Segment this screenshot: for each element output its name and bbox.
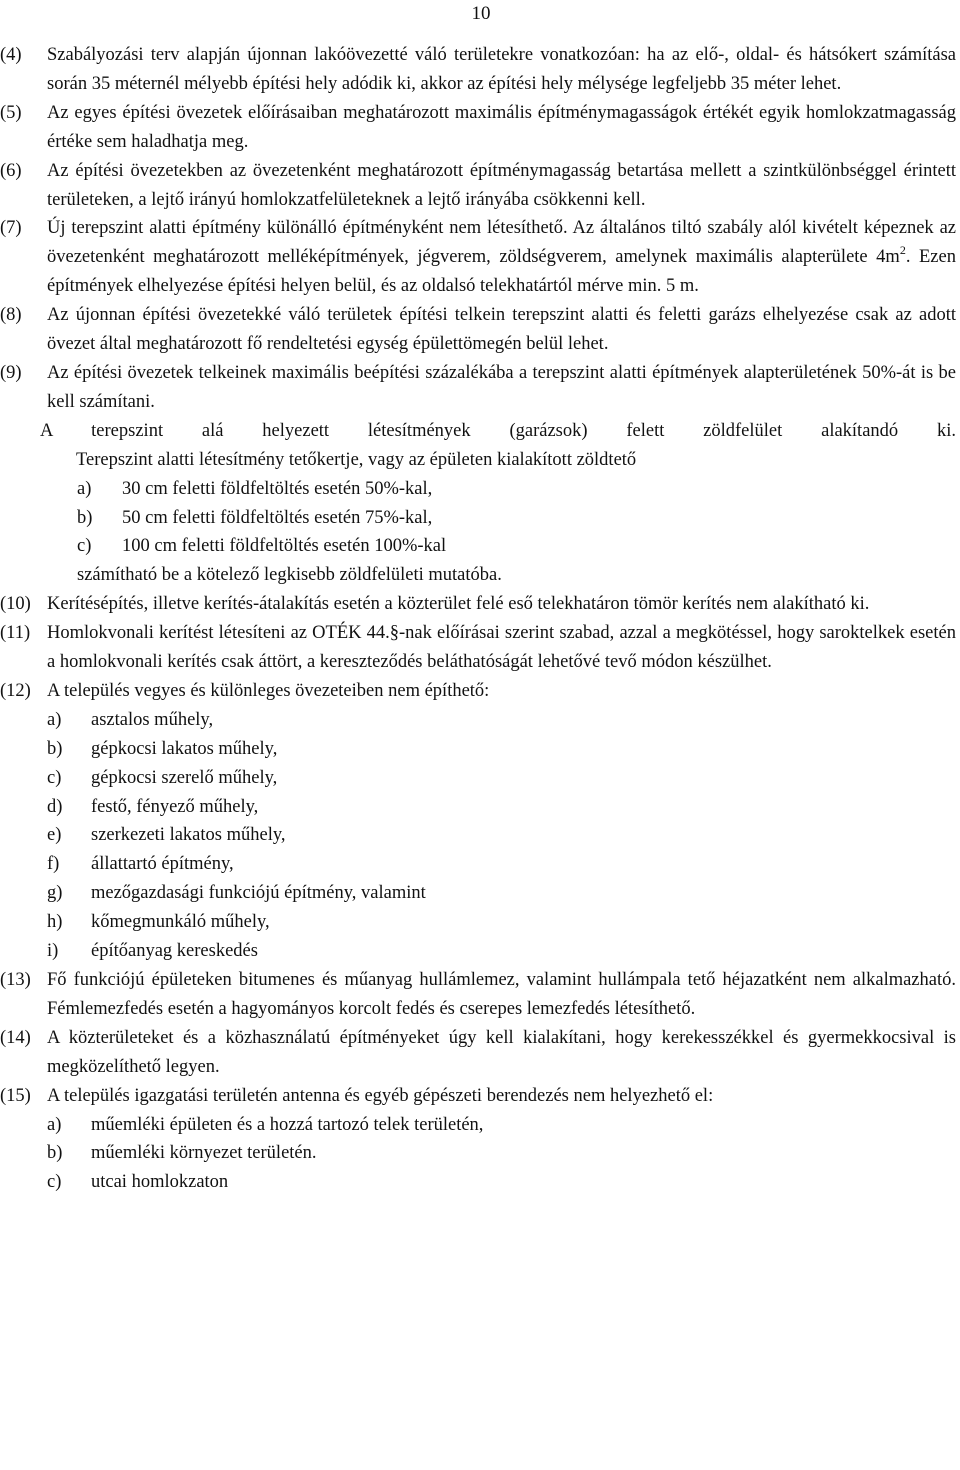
list-item-label: c)	[47, 1172, 62, 1193]
paragraph-6	[0, 157, 960, 215]
list-item	[0, 1111, 960, 1140]
list-item	[0, 532, 960, 561]
list-item-text: utcai homlokzaton	[91, 1172, 229, 1193]
list-item	[0, 937, 960, 966]
list-item	[0, 504, 960, 533]
paragraph-14	[0, 1024, 960, 1082]
paragraph-text: Szabályozási terv alapján újonnan lakóövezetté váló területekre vonatkozóan: ha az elő-, oldal- és hátsókert számítása során 35 méternél mélyebb építési hely adódik ki, akkor az építési hely mélysége legfeljebb 35 méter lehet.	[47, 45, 956, 94]
list-item-label: d)	[47, 796, 63, 817]
paragraph-number: (8)	[0, 305, 22, 326]
list-item-text: festő, fényező műhely,	[91, 796, 259, 817]
list-item-label: h)	[47, 912, 63, 933]
list-item-label: a)	[47, 709, 62, 730]
list-item-text: gépkocsi lakatos műhely,	[91, 738, 278, 759]
paragraph-10	[0, 590, 960, 619]
list-item	[0, 764, 960, 793]
list-item-label: i)	[47, 941, 59, 962]
paragraph-text-continued: . Ezen építmények elhelyezése építési helyen belül, és az oldalsó telekhatártól mérve min. 5 m.	[47, 247, 956, 297]
list-item-label: b)	[77, 507, 93, 528]
paragraph-number: (7)	[0, 218, 22, 239]
list-item	[0, 879, 960, 908]
list-item-text: állattartó építmény,	[91, 854, 234, 875]
list-item-text: asztalos műhely,	[91, 709, 214, 730]
paragraph-number: (9)	[0, 362, 22, 383]
list-item-text: építőanyag kereskedés	[91, 941, 258, 962]
paragraph-text: Az építési övezetekben az övezetenként meghatározott építménymagasság betartása mellett a szintkülönbséggel érintett területeken, a lejtő irányú homlokzatfelületeknek a lejtő irányába csökkenni kell.	[47, 160, 956, 210]
paragraph-9-line-3: Terepszint alatti létesítmény tetőkertje, vagy az épületen kialakított zöldtető	[76, 449, 637, 470]
superscript: 2	[899, 243, 906, 258]
paragraph-number: (14)	[0, 1027, 31, 1048]
paragraph-text: Az egyes építési övezetek előírásaiban meghatározott maximális építménymagasságok értékét egyik homlokzatmagasság értéke sem haladhatja meg.	[47, 102, 956, 152]
list-item-label: a)	[77, 478, 92, 499]
list-item-text: mezőgazdasági funkciójú építmény, valamint	[91, 883, 426, 904]
paragraph-number: (12)	[0, 680, 31, 701]
paragraph-number: (6)	[0, 160, 22, 181]
paragraph-number: (10)	[0, 594, 31, 615]
list-item-text: szerkezeti lakatos műhely,	[91, 825, 286, 846]
list-item-label: a)	[47, 1114, 62, 1135]
paragraph-text: A település vegyes és különleges övezeteiben nem építhető:	[47, 680, 490, 701]
paragraph-8	[0, 301, 960, 359]
list-item-text: műemléki környezet területén.	[91, 1143, 317, 1164]
list-item-text: műemléki épületen és a hozzá tartozó telek területén,	[91, 1114, 484, 1135]
paragraph-11	[0, 619, 960, 677]
paragraph-9	[0, 359, 960, 417]
paragraph-13	[0, 966, 960, 1024]
list-item	[0, 850, 960, 879]
list-item-text: 30 cm feletti földfeltöltés esetén 50%-kal,	[122, 478, 433, 499]
list-item-label: b)	[47, 1143, 63, 1164]
list-item	[0, 475, 960, 504]
paragraph-number: (5)	[0, 102, 22, 123]
paragraph-5	[0, 99, 960, 157]
list-item-label: f)	[47, 854, 60, 875]
paragraph-number: (13)	[0, 970, 31, 990]
page-number: 10	[471, 3, 491, 24]
paragraph-15	[0, 1082, 960, 1111]
list-item	[0, 706, 960, 735]
paragraph-text: Az újonnan építési övezetekké váló területek építési telkein terepszint alatti és feletti garázs elhelyezése csak az adott övezet által meghatározott fő rendeltetési egység épülettömegén belül lehet.	[47, 305, 956, 355]
list-item-text: 50 cm feletti földfeltöltés esetén 75%-kal,	[122, 507, 433, 528]
paragraph-text: Az építési övezetek telkeinek maximális beépítési százalékába a terepszint alatti építmények alapterületének 50%-át is be kell számítani.	[47, 362, 956, 412]
paragraph-text: Fő funkciójú épületeken bitumenes és műanyag hullámlemez, valamint hullámpala tető héjazatként nem alkalmazható. Fémlemezfedés esetén a hagyományos korcolt fedés és cserepes lemezfedés létesíthető.	[47, 970, 956, 1019]
list-item-text: gépkocsi szerelő műhely,	[91, 767, 278, 788]
document-body	[0, 41, 960, 1197]
list-item-text: 100 cm feletti földfeltöltés esetén 100%-kal	[122, 536, 447, 557]
list-item	[0, 1139, 960, 1168]
paragraph-number: (15)	[0, 1085, 31, 1106]
list-item	[0, 908, 960, 937]
list-item-label: g)	[47, 883, 63, 904]
paragraph-text: Új terepszint alatti építmény különálló építményként nem létesíthető. Az általános tiltó szabály alól kivételt képeznek az övezetenként meghatározott melléképítmények, jégverem, zöldségverem, amelynek maximális alapterülete 4m	[47, 218, 956, 268]
list-item-text: kőmegmunkáló műhely,	[91, 912, 270, 933]
paragraph-9-line-2: A terepszint alá helyezett létesítmények (garázsok) felett zöldfelület alakítandó ki.	[40, 420, 956, 441]
list-item	[0, 1168, 960, 1197]
paragraph-12	[0, 677, 960, 706]
paragraph-text: Homlokvonali kerítést létesíteni az OTÉK 44.§-nak előírásai szerint szabad, azzal a megkötéssel, hogy saroktelkek esetén a homlokvonali kerítés csak áttört, a kereszteződés beláthatóságát lehetővé tevő módon készülhet.	[47, 623, 956, 673]
list-item-label: c)	[47, 767, 62, 788]
list-item-label: e)	[47, 825, 62, 846]
paragraph-text: Kerítésépítés, illetve kerítés-átalakítás esetén a közterület felé eső telekhatáron tömör kerítés nem alakítható ki.	[47, 594, 870, 615]
paragraph-7	[0, 214, 960, 301]
paragraph-text: A közterületeket és a közhasználatú építményeket úgy kell kialakítani, hogy kerekesszékkel és gyermekkocsival is megközelíthető legyen.	[47, 1027, 956, 1077]
list-item-label: b)	[47, 738, 63, 759]
paragraph-number: (11)	[0, 623, 31, 644]
list-item	[0, 735, 960, 764]
list-item	[0, 821, 960, 850]
paragraph-number: (4)	[0, 45, 22, 65]
list-item	[0, 793, 960, 822]
list-item-label: c)	[77, 536, 92, 557]
paragraph-text: A település igazgatási területén antenna és egyéb gépészeti berendezés nem helyezhető el:	[47, 1085, 714, 1106]
paragraph-4	[0, 41, 960, 99]
paragraph-9-closing: számítható be a kötelező legkisebb zöldfelületi mutatóba.	[77, 565, 502, 586]
